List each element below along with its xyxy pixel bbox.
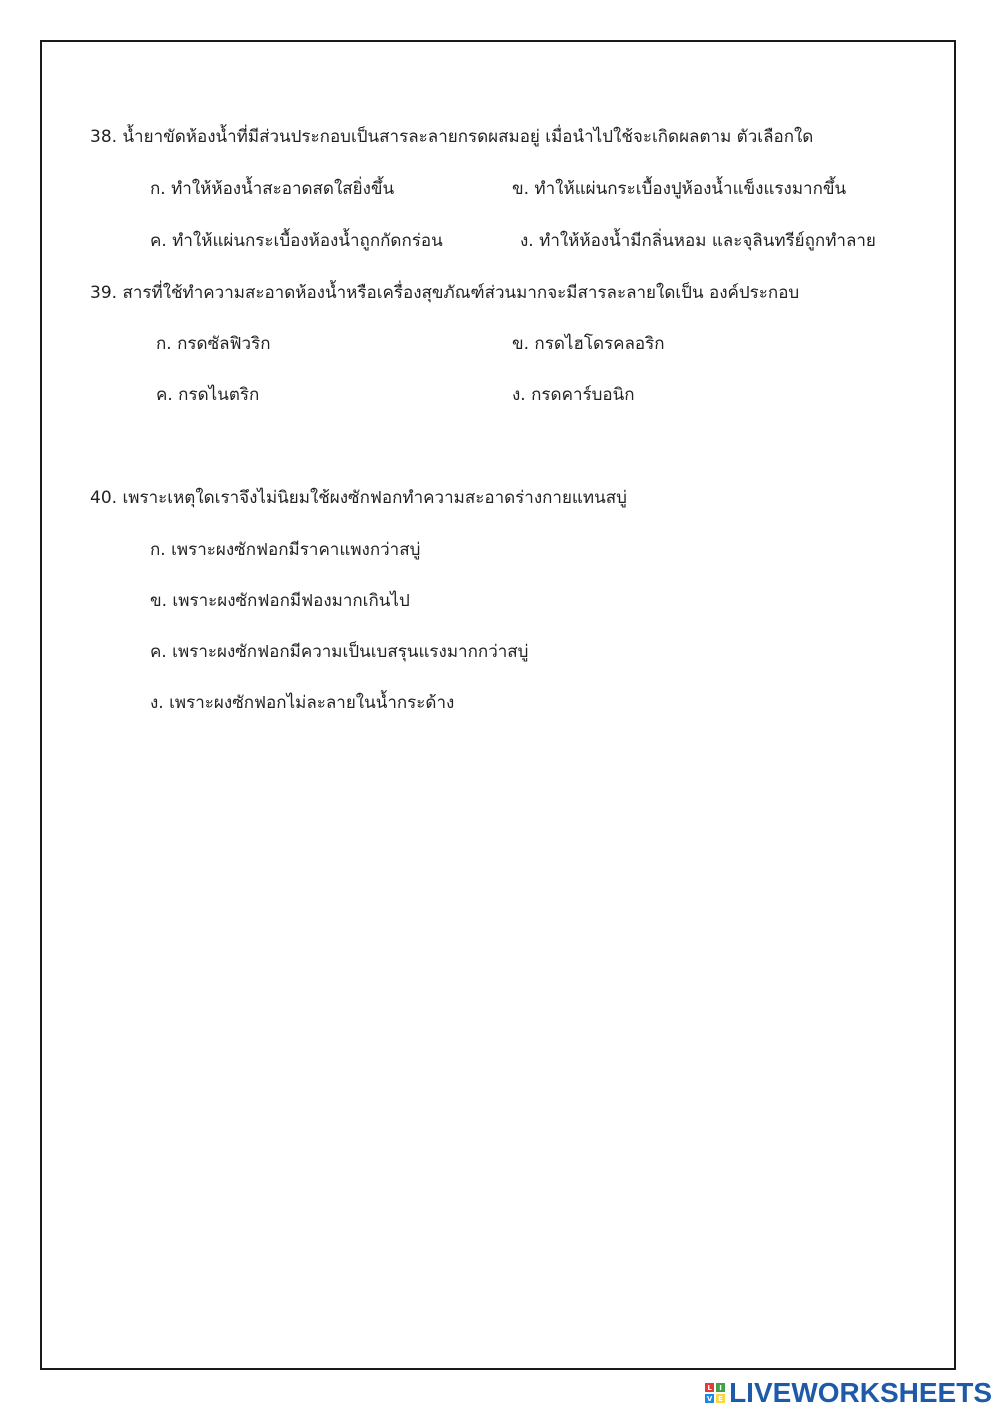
q38-option-b[interactable]: ข. ทำให้แผ่นกระเบื้องปูห้องน้ำแข็งแรงมากขึ้น [512, 179, 847, 199]
q39-option-b[interactable]: ข. กรดไฮโดรคลอริก [512, 334, 665, 354]
logo-letter-v: V [706, 1394, 713, 1403]
q40-option-a[interactable]: ก. เพราะผงซักฟอกมีราคาแพงกว่าสบู่ [150, 540, 421, 560]
question-39: 39. สารที่ใช้ทำความสะอาดห้องน้ำหรือเครื่องสุขภัณฑ์ส่วนมากจะมีสารละลายใดเป็น องค์ประกอบ [90, 283, 800, 303]
q40-option-d[interactable]: ง. เพราะผงซักฟอกไม่ละลายในน้ำกระด้าง [150, 693, 455, 713]
logo-letter-i: I [716, 1383, 725, 1392]
liveworksheets-logo [705, 1377, 992, 1409]
logo-letter-l: L [705, 1383, 714, 1392]
q38-option-a[interactable]: ก. ทำให้ห้องน้ำสะอาดสดใสยิ่งขึ้น [150, 179, 395, 199]
question-40: 40. เพราะเหตุใดเราจึงไม่นิยมใช้ผงซักฟอกทำความสะอาดร่างกายแทนสบู่ [90, 488, 627, 508]
q38-option-d[interactable]: ง. ทำให้ห้องน้ำมีกลิ่นหอม และจุลินทรีย์ถูกทำลาย [520, 231, 876, 251]
logo-icon [705, 1383, 725, 1403]
logo-letter-e: E [716, 1394, 725, 1403]
question-38: 38. น้ำยาขัดห้องน้ำที่มีส่วนประกอบเป็นสารละลายกรดผสมอยู่ เมื่อนำไปใช้จะเกิดผลตาม ตัวเลือกใด [90, 127, 814, 147]
q40-option-c[interactable]: ค. เพราะผงซักฟอกมีความเป็นเบสรุนแรงมากกว่าสบู่ [150, 642, 529, 662]
q39-option-d[interactable]: ง. กรดคาร์บอนิก [512, 385, 635, 405]
q38-option-c[interactable]: ค. ทำให้แผ่นกระเบื้องห้องน้ำถูกกัดกร่อน [150, 231, 443, 251]
q40-option-b[interactable]: ข. เพราะผงซักฟอกมีฟองมากเกินไป [150, 591, 410, 611]
q39-option-c[interactable]: ค. กรดไนตริก [156, 385, 260, 405]
q39-option-a[interactable]: ก. กรดซัลฟิวริก [156, 334, 271, 354]
brand-name: LIVEWORKSHEETS [729, 1377, 992, 1408]
